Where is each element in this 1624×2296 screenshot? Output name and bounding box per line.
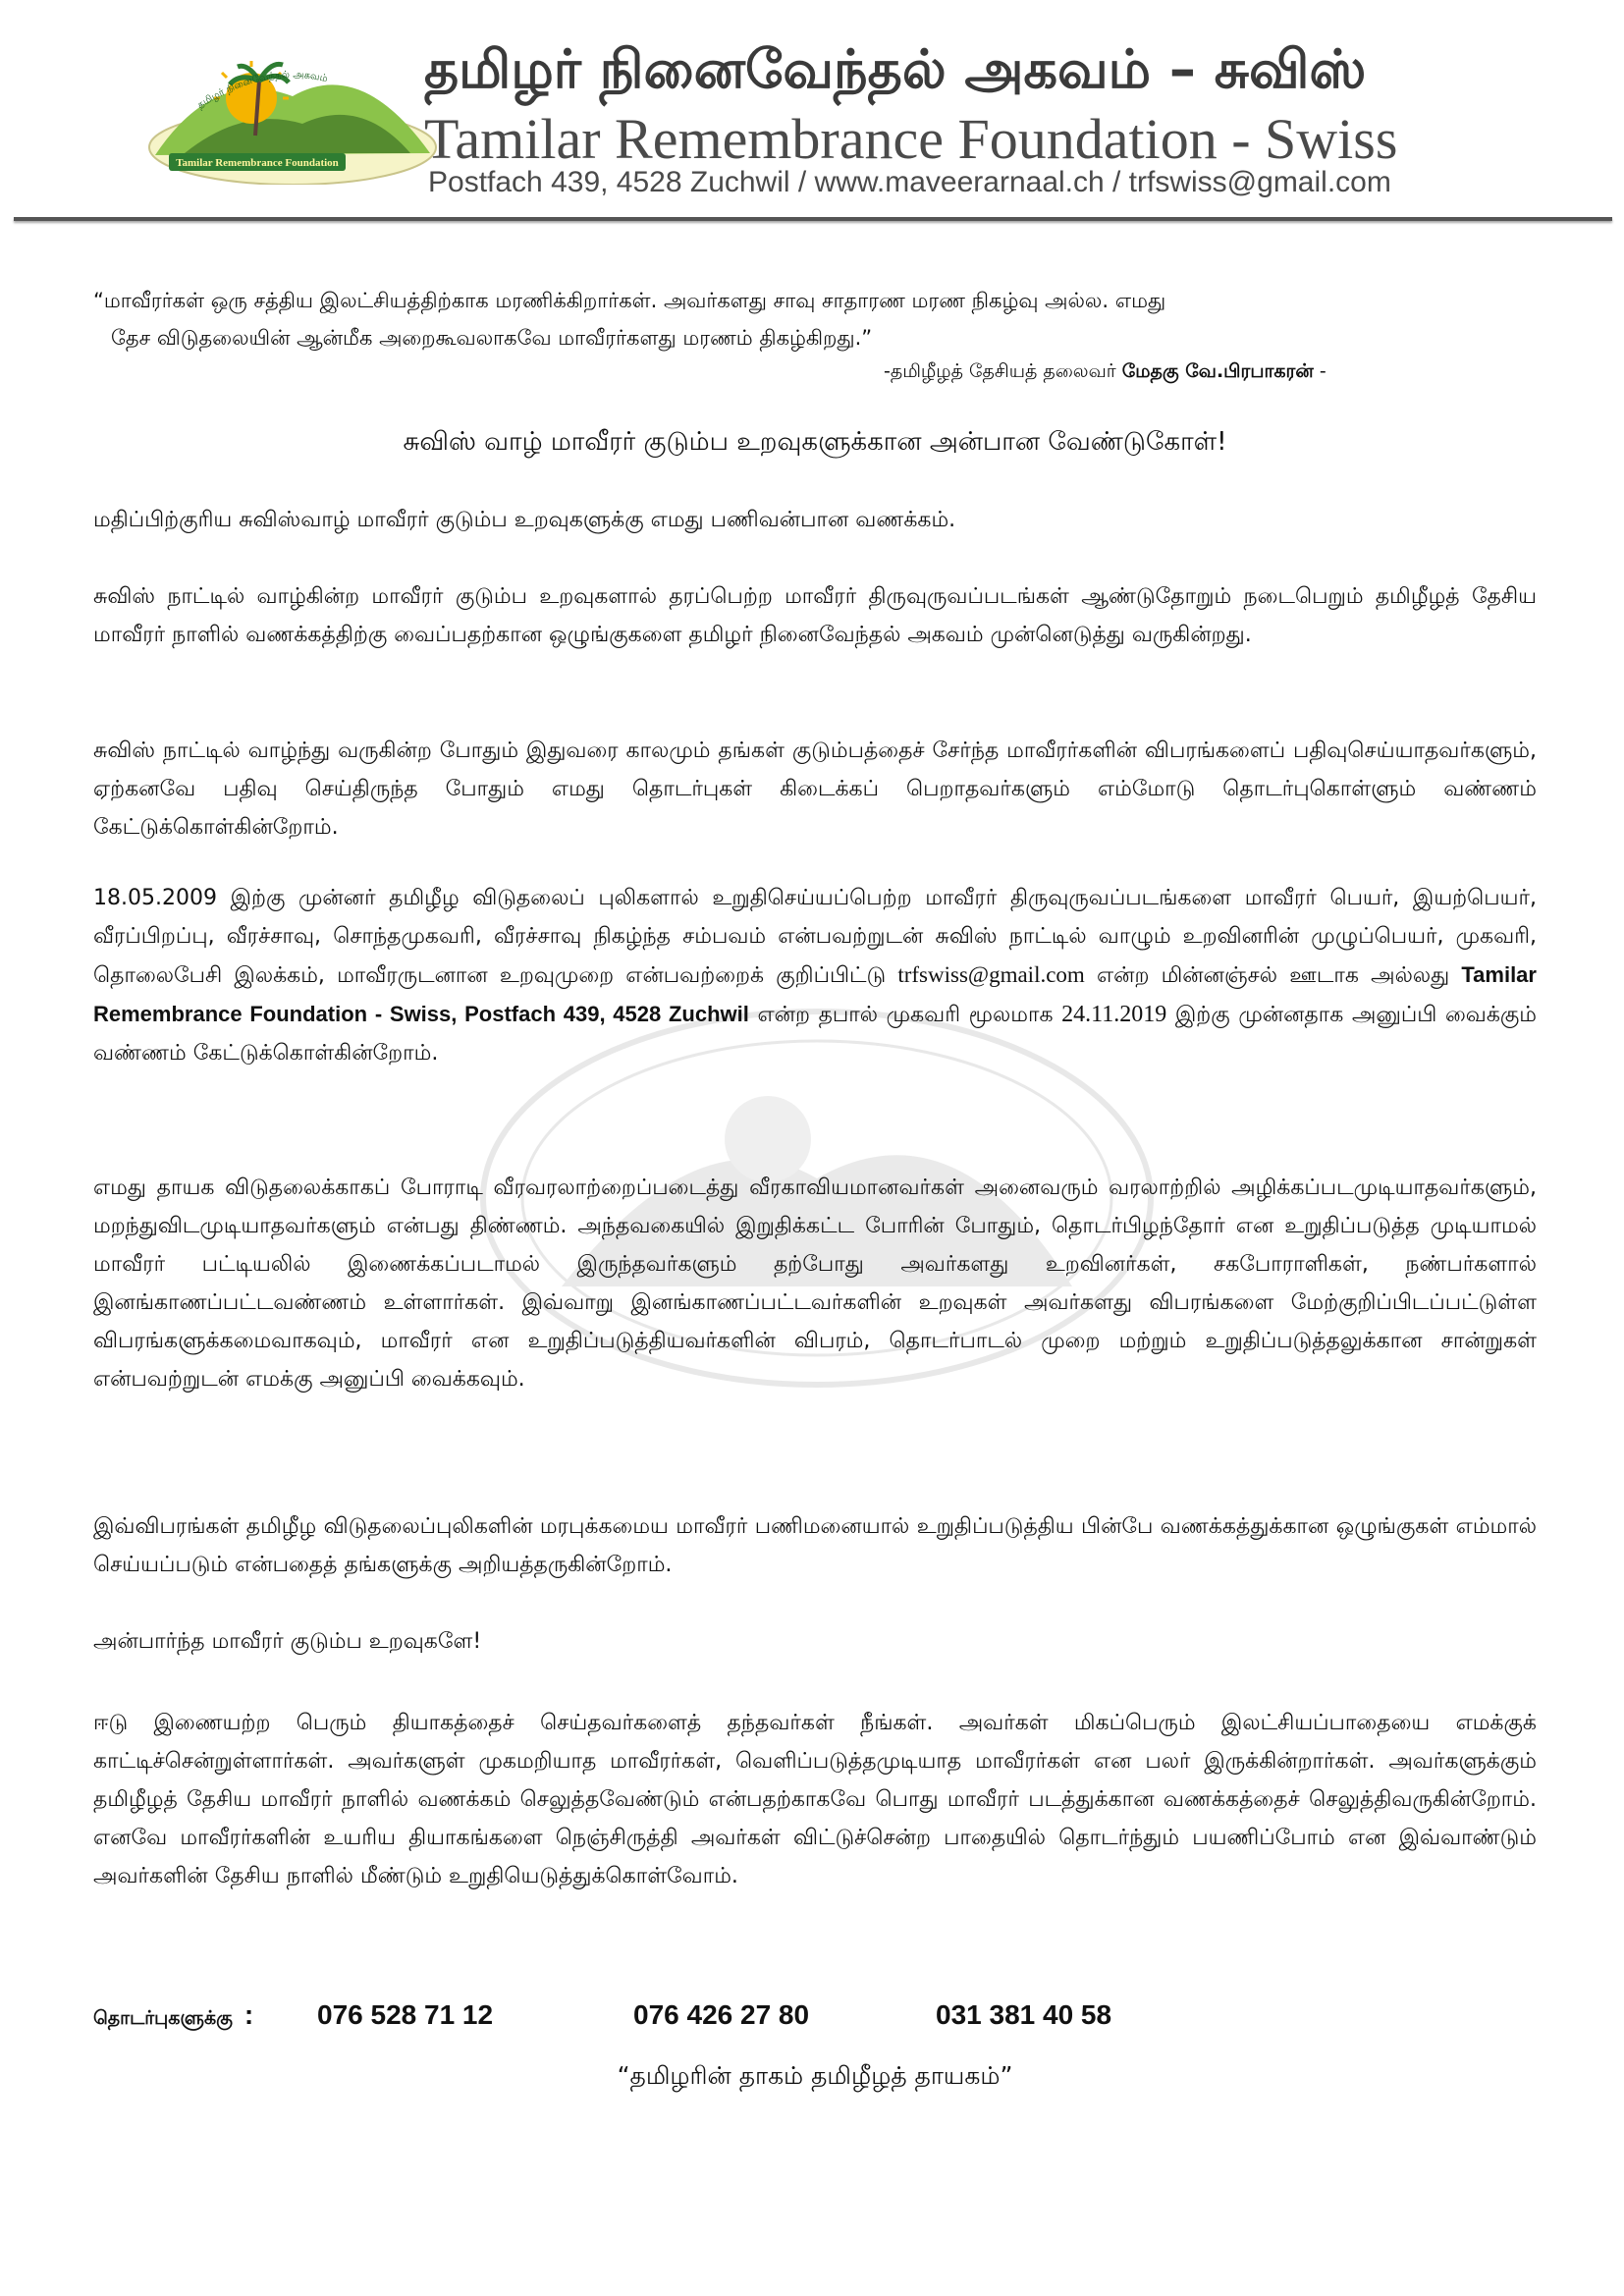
para3-text-a: 18.05.2009 இற்கு முன்னர் தமிழீழ விடுதலைப் புலிகளால் உறுதிசெய்யப்பெற்ற மாவீரர் திருவுருவப்படங்களை மாவீரர் பெயர், இயற்பெயர், வீரப்பிறப்பு, வீரச்சாவு, சொந்தமுகவரி, வீரச்சாவு நிகழ்ந்த சம்பவம் என்பவற்றுடன் சுவிஸ் நாட்டில் வாழும் உறவினரின் முழுப்பெயர், முகவரி, தொலைபேசி இலக்கம், மாவீரருடனான உறவுமுறை என்பவற்றைக் குறிப்பிட்டு xyxy=(93,886,1537,988)
para3-text-b: என்ற மின்னஞ்சல் ஊடாக அல்லது xyxy=(1096,963,1450,988)
contacts-label: தொடர்புகளுக்கு xyxy=(93,2007,233,2029)
title-english: Tamilar Remembrance Foundation - Swiss xyxy=(424,107,1398,171)
letter-heading: சுவிஸ் வாழ் மாவீரர் குடும்ப உறவுகளுக்கான அன்பான வேண்டுகோள்! xyxy=(403,427,1227,457)
logo-banner-text: Tamilar Remembrance Foundation xyxy=(176,157,339,169)
contacts-colon: : xyxy=(244,1999,254,2030)
paragraph-3 xyxy=(93,879,1537,1072)
attribution-prefix: -தமிழீழத் தேசியத் தலைவர் xyxy=(884,360,1116,382)
paragraph-5: இவ்விபரங்கள் தமிழீழ விடுதலைப்புலிகளின் மரபுக்கமைய மாவீரர் பணிமனையால் உறுதிப்படுத்திய பின்பே வணக்கத்துக்கான ஒழுங்குகள் எம்மால் செய்யப்படும் என்பதைத் தங்களுக்கு அறியத்தருகின்றோம். xyxy=(93,1514,1537,1577)
phone-number-2: 076 426 27 80 xyxy=(633,1999,810,2030)
quote-line-2: தேச விடுதலையின் ஆன்மீக அறைகூவலாகவே மாவீரர்களது மரணம் திகழ்கிறது.” xyxy=(111,326,873,350)
para3-text-c: என்ற தபால் முகவரி மூலமாக xyxy=(757,1003,1054,1027)
attribution-suffix: - xyxy=(1319,360,1326,382)
logo-arc-text: தமிழர் நினைவேந்தல் அகவம் xyxy=(195,69,329,112)
paragraph-1: சுவிஸ் நாட்டில் வாழ்கின்ற மாவீரர் குடும்ப உறவுகளால் தரப்பெற்ற மாவீரர் திருவுருவப்படங்கள் ஆண்டுதோறும் நடைபெறும் தமிழீழத் தேசிய மாவீரர் நாளில் வணக்கத்திற்கு வைப்பதற்கான ஒழுங்குகளை தமிழர் நினைவேந்தல் அகவம் முன்னெடுத்து வருகின்றது. xyxy=(93,584,1537,647)
foundation-logo xyxy=(145,37,440,185)
title-tamil: தமிழர் நினைவேந்தல் அகவம் – சுவிஸ் xyxy=(424,38,1367,100)
contact-numbers xyxy=(93,1994,1537,2037)
letterhead-address: Postfach 439, 4528 Zuchwil / www.maveerarnaal.ch / trfswiss@gmail.com xyxy=(428,166,1391,198)
paragraph-4: எமது தாயக விடுதலைக்காகப் போராடி வீரவரலாற்றைப்படைத்து வீரகாவியமானவர்கள் அனைவரும் வரலாற்றில் அழிக்கப்படமுடியாதவர்களும், மறந்துவிடமுடியாதவர்களும் என்பது திண்ணம். அந்தவகையில் இறுதிக்கட்ட போரின் போதும், தொடர்பிழந்தோர் என உறுதிப்படுத்த முடியாமல் மாவீரர் பட்டியலில் இணைக்கப்படாமல் இருந்தவர்களும் தற்போது அவர்களது உறவினர்கள், சகபோராளிகள், நண்பர்களால் இனங்காணப்பட்டவண்ணம் உள்ளார்கள். இவ்வாறு இனங்காணப்பட்டவர்களின் உறவுகள் அவர்களது விபரங்களை மேற்குறிப்பிடப்பட்டுள்ள விபரங்களுக்கமைவாகவும், மாவீரர் என உறுதிப்படுத்தியவர்களின் விபரம், தொடர்பாடல் முறை மற்றும் உறுதிப்படுத்தலுக்கான சான்றுகள் என்பவற்றுடன் எமக்கு அனுப்பி வைக்கவும். xyxy=(93,1175,1537,1392)
quote-attribution xyxy=(884,355,1492,388)
closing-motto: “தமிழரின் தாகம் தமிழீழத் தாயகம்” xyxy=(617,2061,1013,2090)
phone-number-1: 076 528 71 12 xyxy=(317,1999,494,2030)
phone-number-3: 031 381 40 58 xyxy=(936,1999,1112,2030)
para3-text-d: இற்கு முன்னதாக அனுப்பி வைக்கும் வண்ணம் கேட்டுக்கொள்கின்றோம். xyxy=(93,1003,1538,1066)
quote-line-1: “மாவீரர்கள் ஒரு சத்திய இலட்சியத்திற்காக மரணிக்கிறார்கள். அவர்களது சாவு சாதாரண மரண நிகழ்வு அல்ல. எமது xyxy=(93,289,1166,312)
deadline-date: 24.11.2019 xyxy=(1061,1002,1167,1027)
greeting: மதிப்பிற்குரிய சுவிஸ்வாழ் மாவீரர் குடும்ப உறவுகளுக்கு எமது பணிவன்பான வணக்கம். xyxy=(93,508,956,532)
paragraph-6: அன்பார்ந்த மாவீரர் குடும்ப உறவுகளே! xyxy=(93,1629,482,1654)
attribution-name: மேதகு வே.பிரபாகரன் xyxy=(1121,360,1314,382)
paragraph-2: சுவிஸ் நாட்டில் வாழ்ந்து வருகின்ற போதும் இதுவரை காலமும் தங்கள் குடும்பத்தைச் சேர்ந்த மாவீரர்களின் விபரங்களைப் பதிவுசெய்யாதவர்களும், ஏற்கனவே பதிவு செய்திருந்த போதும் எமது தொடர்புகள் கிடைக்கப் பெறாதவர்களும் எம்மோடு தொடர்புகொள்ளும் வண்ணம் கேட்டுக்கொள்கின்றோம். xyxy=(93,738,1537,840)
contact-email: trfswiss@gmail.com xyxy=(897,962,1085,987)
paragraph-7: ஈடு இணையற்ற பெரும் தியாகத்தைச் செய்தவர்களைத் தந்தவர்கள் நீங்கள். அவர்கள் மிகப்பெரும் இலட்சியப்பாதையை எமக்குக் காட்டிச்சென்றுள்ளார்கள். அவர்களுள் முகமறியாத மாவீரர்கள், வெளிப்படுத்தமுடியாத மாவீரர்கள் என பலர் இருக்கின்றார்கள். அவர்களுக்கும் தமிழீழத் தேசிய மாவீரர் நாளில் வணக்கம் செலுத்தவேண்டும் என்பதற்காகவே பொது மாவீரர் படத்துக்கான வணக்கத்தைச் செலுத்திவருகின்றோம். எனவே மாவீரர்களின் உயரிய தியாகங்களை நெஞ்சிருத்தி அவர்கள் விட்டுச்சென்ற பாதையில் தொடர்ந்தும் பயணிப்போம் என இவ்வாண்டும் அவர்களின் தேசிய நாளில் மீண்டும் உறுதியெடுத்துக்கொள்வோம். xyxy=(93,1711,1537,1888)
header-divider xyxy=(14,217,1612,221)
postal-address: Tamilar Remembrance Foundation - Swiss, Postfach 439, 4528 Zuchwil xyxy=(93,962,1537,1026)
leader-quote xyxy=(93,282,1537,356)
